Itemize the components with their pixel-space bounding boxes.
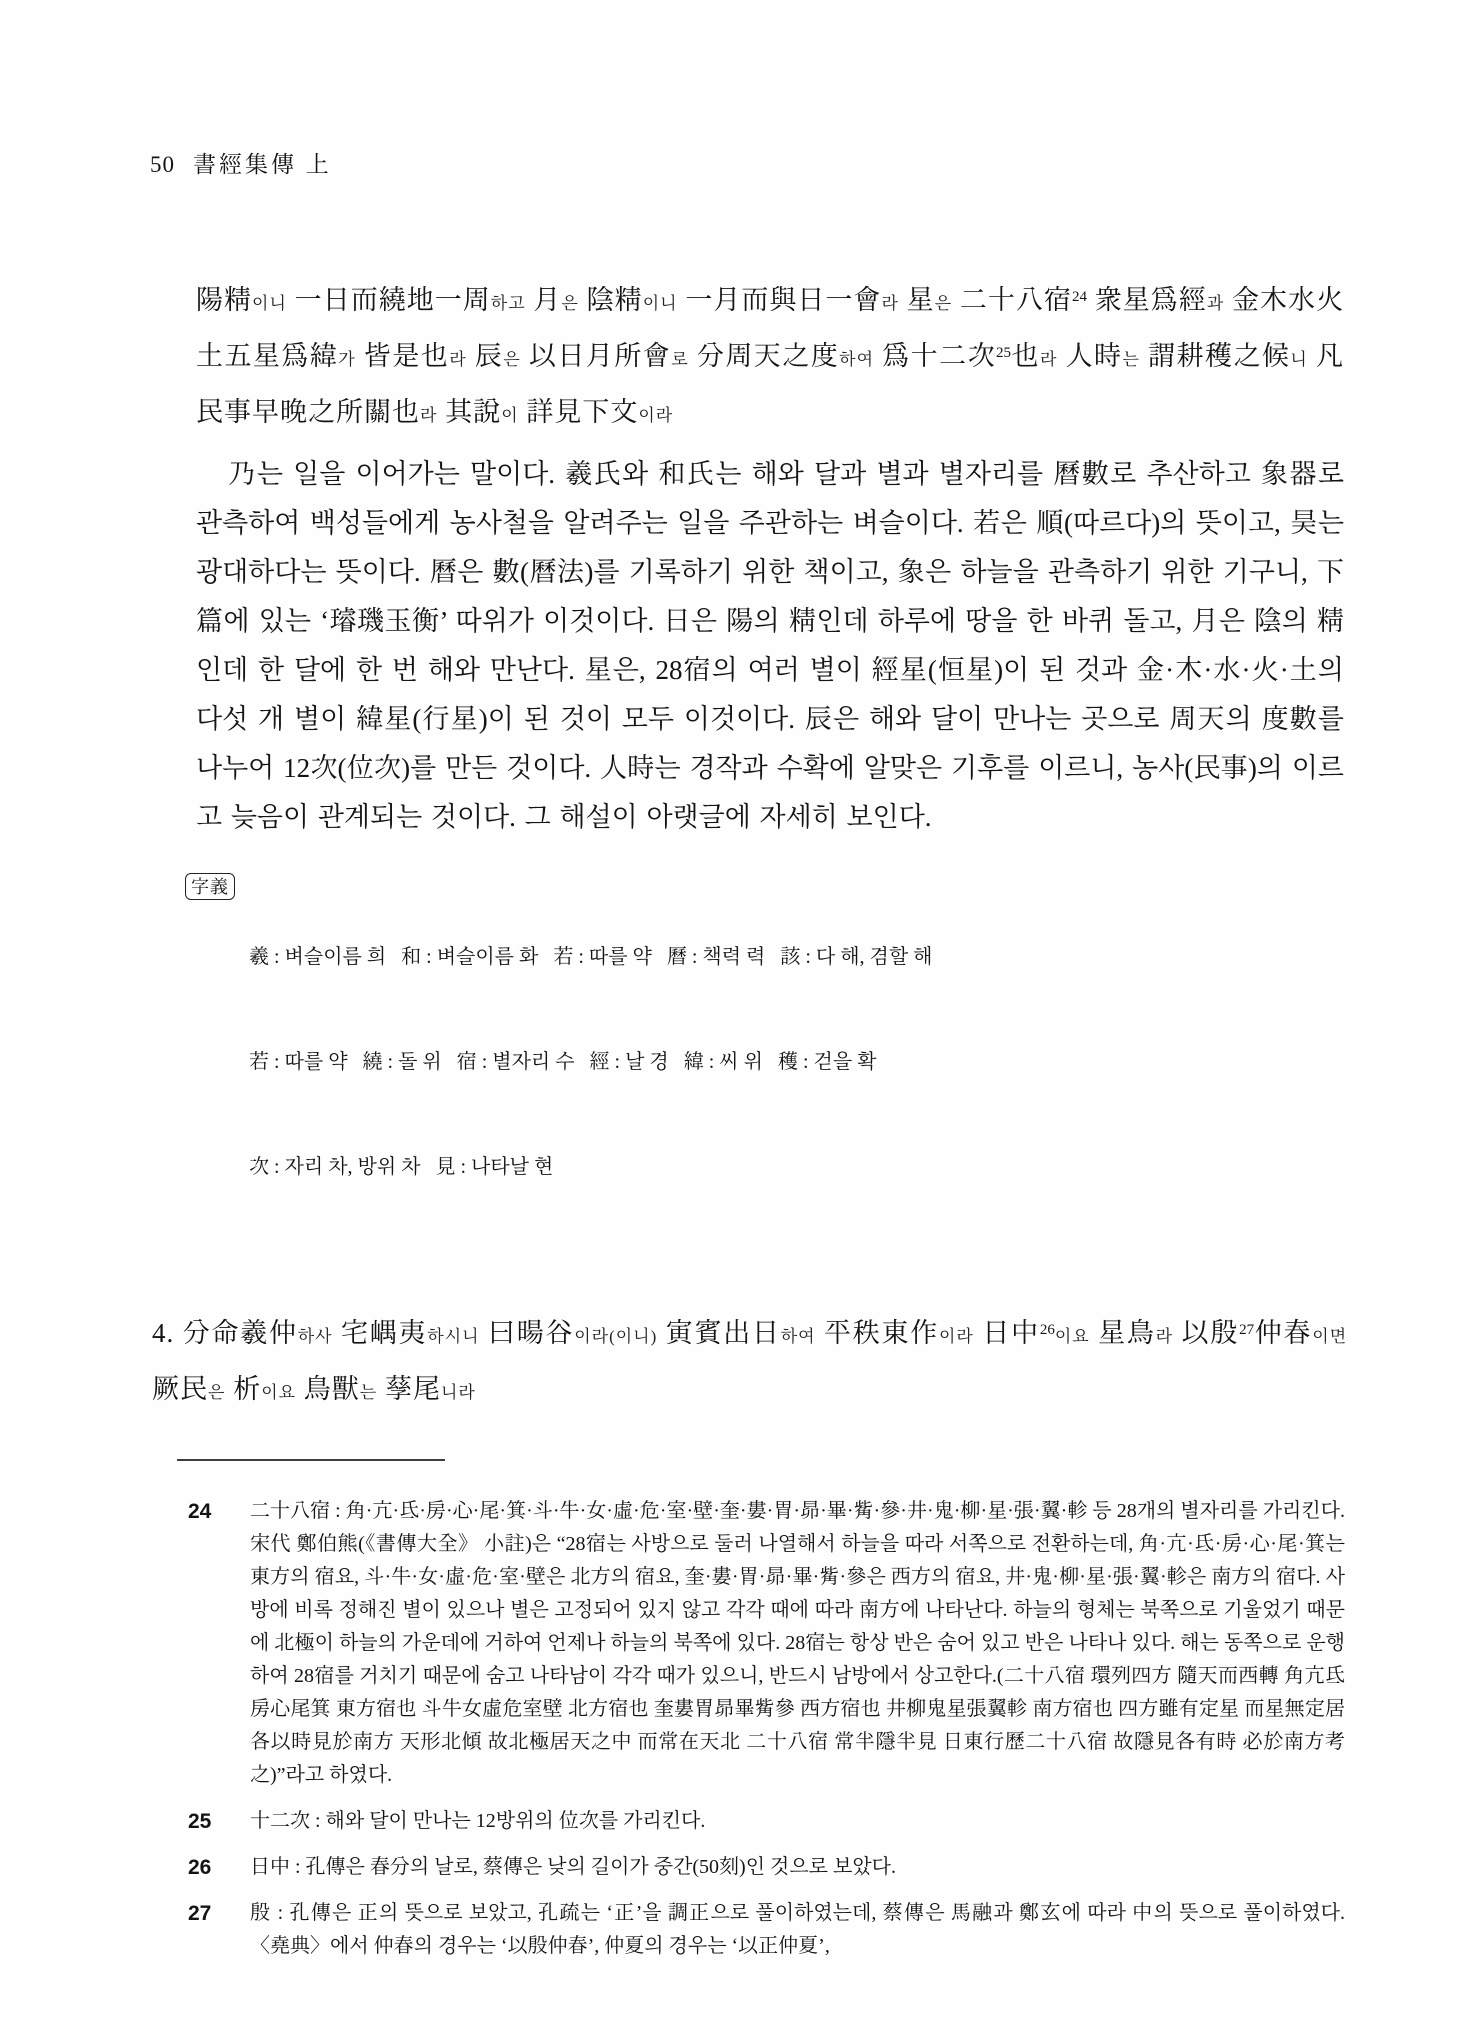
footnote-text: 殷 : 孔傳은 正의 뜻으로 보았고, 孔疏는 ‘正’을 調正으로 풀이하였는데, 蔡傳은 馬融과 鄭玄에 따라 中의 뜻으로 풀이하였다. 〈堯典〉에서 仲春의 경우는 ‘以殷仲春’, 仲夏의 경우는 ‘以正仲夏’, <box>250 1902 1345 1957</box>
korean-reading-particle: 로 <box>671 350 689 369</box>
footnote-number: 27 <box>188 1902 212 1925</box>
footnotes <box>188 1495 1348 1963</box>
korean-reading-particle: 라 <box>1155 1327 1174 1346</box>
text-segment: 陽精 <box>196 285 253 315</box>
text-segment: 衆星爲經 <box>1086 285 1207 315</box>
text-segment: 星 <box>898 285 935 315</box>
running-header <box>150 150 1481 180</box>
text-segment: 金木水火土五星爲緯 <box>196 285 1345 371</box>
korean-reading-particle: 하여 <box>839 350 875 369</box>
korean-reading-particle: 이니 <box>642 294 678 313</box>
footnote-reference: 24 <box>1071 289 1087 305</box>
classic-text-block <box>196 274 1344 442</box>
text-segment: 一月而與日一會 <box>677 285 882 315</box>
text-segment: 分周天之度 <box>688 341 840 371</box>
text-segment: 析 <box>225 1374 262 1404</box>
footnote-number: 24 <box>188 1500 212 1523</box>
text-segment: 4. <box>152 1318 183 1348</box>
korean-reading-particle: 하사 <box>297 1327 333 1346</box>
footnote-separator-rule <box>177 1459 445 1461</box>
footnote-number: 26 <box>188 1856 212 1879</box>
text-segment: 曰暘谷 <box>479 1318 575 1348</box>
text-segment: 詳見下文 <box>518 397 639 427</box>
footnote-reference: 25 <box>996 345 1012 361</box>
korean-reading-particle: 하여 <box>780 1327 816 1346</box>
text-segment: 一日而繞地一周 <box>286 285 491 315</box>
gloss-box-label: 字義 <box>185 873 235 900</box>
korean-reading-particle: 이 <box>501 406 519 425</box>
text-segment: 人時 <box>1057 341 1123 371</box>
page-number: 50 <box>150 152 175 177</box>
korean-reading-particle: 라 <box>1039 350 1058 369</box>
text-segment: 孶尾 <box>377 1374 441 1404</box>
korean-reading-particle: 하고 <box>490 294 526 313</box>
korean-reading-particle: 가 <box>338 350 356 369</box>
korean-reading-particle: 은 <box>561 294 579 313</box>
korean-reading-particle: 이라 <box>638 406 674 425</box>
korean-reading-particle: 니라 <box>440 1383 476 1402</box>
footnote-27 <box>188 1897 1348 1963</box>
text-segment: 也 <box>1011 341 1040 371</box>
text-segment: 平秩東作 <box>815 1318 939 1348</box>
korean-reading-particle: 이라 <box>939 1327 974 1346</box>
footnote-reference: 26 <box>1039 1322 1055 1338</box>
text-segment: 分命羲仲 <box>182 1318 298 1348</box>
korean-reading-particle: 는 <box>359 1383 378 1402</box>
character-gloss-box <box>185 870 1345 1255</box>
text-segment: 日中 <box>973 1318 1040 1348</box>
korean-reading-particle: 라 <box>420 406 438 425</box>
footnote-24 <box>188 1495 1348 1792</box>
text-segment: 二十八宿 <box>952 285 1072 315</box>
korean-reading-particle: 은 <box>503 350 521 369</box>
gloss-lines <box>249 870 1345 1255</box>
text-segment: 寅賓出日 <box>657 1318 781 1348</box>
text-segment: 仲春 <box>1254 1318 1313 1348</box>
korean-reading-particle: 이니 <box>252 294 287 313</box>
korean-reading-particle: 은 <box>934 294 953 313</box>
section-4-classic-text <box>152 1307 1347 1419</box>
text-segment: 月 <box>525 285 562 315</box>
text-segment: 謂耕穫之候 <box>1139 341 1291 371</box>
footnote-reference: 27 <box>1239 1322 1255 1338</box>
footnote-26 <box>188 1851 1348 1884</box>
footnote-text: 二十八宿 : 角·亢·氐·房·心·尾·箕·斗·牛·女·虛·危·室·壁·奎·婁·胃·昴·畢·觜·參·井·鬼·柳·星·張·翼·軫 등 28개의 별자리를 가리킨다. 宋代 鄭伯熊(《書傳大全》 小註)은 “28宿는 사방으로 둘러 나열해서 하늘을 따라 서쪽으로 전환하는데, 角·亢·氐·房·心·尾·箕는 東方의 宿요, 斗·牛·女·虛·危·室·壁은 北方의 宿요, 奎·婁·胃·昴·畢·觜·參은 西方의 宿요, 井·鬼·柳·星·張·翼·軫은 南方의 宿다. 사방에 비록 정해진 별이 있으나 별은 고정되어 있지 않고 각각 때에 따라 南方에 나타난다. 하늘의 형체는 북쪽으로 기울었기 때문에 北極이 하늘의 가운데에 거하여 언제나 하늘의 북쪽에 있다. 28宿는 항상 반은 숨어 있고 반은 나타나 있다. 해는 동쪽으로 운행하여 28宿를 거치기 때문에 숨고 나타남이 각각 때가 있으니, 반드시 남방에서 상고한다.(二十八宿 環列四方 隨天而西轉 角亢氐房心尾箕 東方宿也 斗牛女虛危室壁 北方宿也 奎婁胃昴畢觜參 西方宿也 井柳鬼星張翼軫 南方宿也 四方雖有定星 而星無定居 各以時見於南方 天形北傾 故北極居天之中 而常在天北 二十八宿 常半隱半見 日東行歷二十八宿 故隱見各有時 必於南方考之)”라고 하였다. <box>250 1500 1345 1786</box>
gloss-line: 羲 : 벼슬이름 희 和 : 벼슬이름 화 若 : 따를 약 曆 : 책력 력 該 : 다 해, 겸할 해 <box>249 946 933 968</box>
gloss-line: 若 : 따를 약 繞 : 돌 위 宿 : 별자리 수 經 : 날 경 緯 : 씨 위 穫 : 걷을 확 <box>249 1051 877 1073</box>
korean-reading-particle: 이요 <box>261 1383 297 1402</box>
book-title: 書經集傳 上 <box>193 152 332 177</box>
korean-reading-particle: 은 <box>208 1383 226 1402</box>
text-segment: 鳥獸 <box>296 1374 360 1404</box>
footnote-25 <box>188 1805 1348 1838</box>
text-segment: 星鳥 <box>1089 1318 1156 1348</box>
korean-reading-particle: 니 <box>1290 350 1308 369</box>
korean-reading-particle: 과 <box>1206 294 1225 313</box>
text-segment: 厥民 <box>152 1374 208 1404</box>
translation-paragraph: 乃는 일을 이어가는 말이다. 羲氏와 和氏는 해와 달과 별과 별자리를 曆數로 추산하고 象器로 관측하여 백성들에게 농사철을 알려주는 일을 주관하는 벼슬이다. 若은 順(따르다)의 뜻이고, 昊는 광대하다는 뜻이다. 曆은 數(曆法)를 기록하기 위한 책이고, 象은 하늘을 관측하기 위한 기구니, 下篇에 있는 ‘璿璣玉衡’ 따위가 이것이다. 日은 陽의 精인데 하루에 땅을 한 바퀴 돌고, 月은 陰의 精인데 한 달에 한 번 해와 만난다. 星은, 28宿의 여러 별이 經星(恒星)이 된 것과 金·木·水·火·土의 다섯 개 별이 緯星(行星)이 된 것이 모두 이것이다. 辰은 해와 달이 만나는 곳으로 周天의 度數를 나누어 12次(位次)를 만든 것이다. 人時는 경작과 수확에 알맞은 기후를 이르니, 농사(民事)의 이르고 늦음이 관계되는 것이다. 그 해설이 아랫글에 자세히 보인다. <box>196 459 1344 832</box>
gloss-line: 次 : 자리 차, 방위 차 見 : 나타날 현 <box>249 1156 554 1178</box>
footnote-number: 25 <box>188 1810 212 1833</box>
text-segment: 爲十二次 <box>874 341 997 371</box>
text-segment: 以日月所會 <box>520 341 672 371</box>
korean-reading-particle: 는 <box>1122 350 1140 369</box>
footnote-text: 十二次 : 해와 달이 만나는 12방위의 位次를 가리킨다. <box>250 1810 706 1832</box>
text-segment: 陰精 <box>578 285 643 315</box>
korean-reading-particle: 하시니 <box>427 1327 480 1346</box>
text-segment: 宅嵎夷 <box>332 1318 428 1348</box>
korean-reading-particle: 라 <box>449 350 467 369</box>
korean-reading-particle: 이요 <box>1054 1327 1090 1346</box>
korean-reading-particle: 이라(이니) <box>574 1327 658 1346</box>
text-segment: 辰 <box>466 341 504 371</box>
text-segment: 以殷 <box>1173 1318 1240 1348</box>
korean-reading-particle: 이면 <box>1312 1327 1348 1346</box>
text-segment: 皆是也 <box>355 341 450 371</box>
text-segment: 凡民事早晚之所關也 <box>196 341 1345 427</box>
korean-reading-particle: 라 <box>881 294 899 313</box>
text-segment: 其說 <box>437 397 502 427</box>
footnote-text: 日中 : 孔傳은 春分의 날로, 蔡傳은 낮의 길이가 중간(50刻)인 것으로 보았다. <box>250 1856 896 1878</box>
